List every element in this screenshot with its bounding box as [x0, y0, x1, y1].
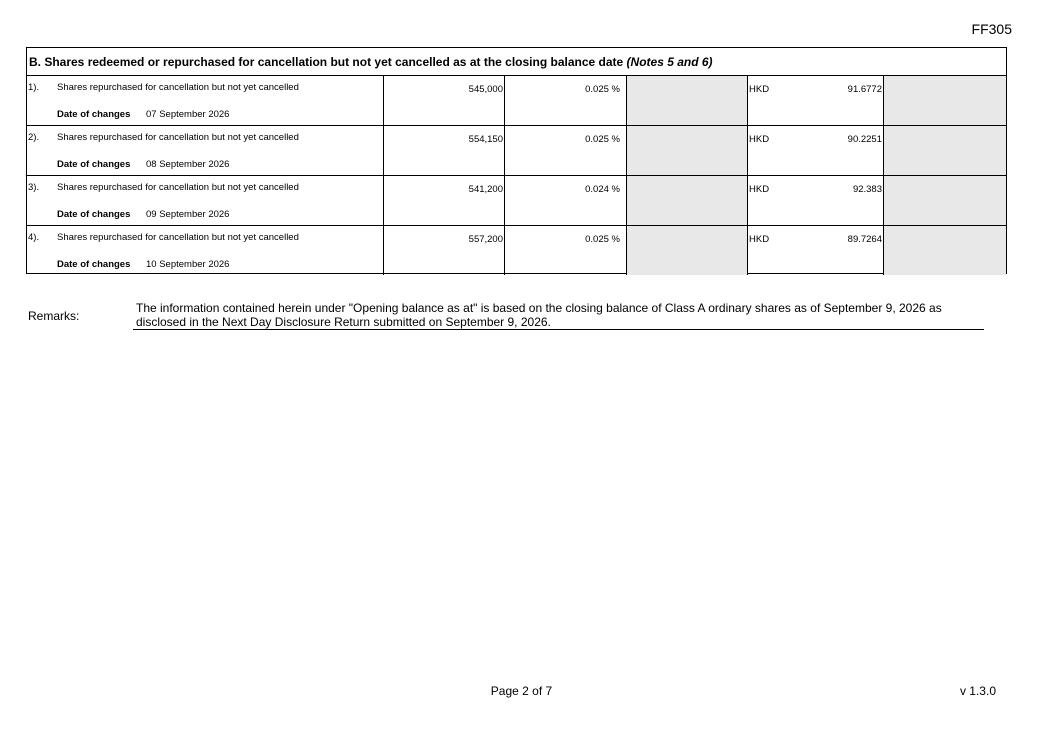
table-row	[27, 176, 1006, 226]
remarks-label: Remarks:	[28, 309, 80, 323]
row-description: Shares repurchased for cancellation but not yet cancelled	[57, 132, 299, 143]
row-percentage: 0.025 %	[505, 126, 627, 175]
section-b-title-text: B. Shares redeemed or repurchased for cancellation but not yet cancelled as at the closing balance date	[29, 55, 624, 69]
row-shaded-cell	[884, 226, 1006, 275]
row-quantity: 557,200	[384, 226, 505, 275]
row-shaded-cell	[884, 126, 1006, 175]
section-b-title	[27, 48, 1006, 76]
row-price: 92.383	[852, 184, 882, 195]
row-shaded-cell	[627, 176, 748, 225]
row-quantity: 541,200	[384, 176, 505, 225]
row-description: Shares repurchased for cancellation but not yet cancelled	[57, 232, 299, 243]
row-percentage: 0.025 %	[505, 76, 627, 125]
row-percentage: 0.024 %	[505, 176, 627, 225]
date-of-changes-label: Date of changes	[57, 259, 131, 270]
row-price-cell	[748, 226, 884, 275]
date-of-changes-value: 09 September 2026	[146, 209, 230, 220]
row-description-cell	[55, 176, 384, 225]
date-of-changes-value: 07 September 2026	[146, 109, 230, 120]
row-currency: HKD	[749, 234, 770, 245]
date-of-changes-label: Date of changes	[57, 109, 131, 120]
row-percentage: 0.025 %	[505, 226, 627, 275]
section-b-notes: (Notes 5 and 6)	[626, 55, 713, 69]
form-code: FF305	[971, 21, 1012, 37]
row-price: 90.2251	[847, 134, 882, 145]
remarks-text: The information contained herein under "Opening balance as at" is based on the closing balance of Class A ordinary shares as of September 9, 2026 as disclosed in the Next Day Disclosure Return submitted on September 9, 2026.	[133, 301, 984, 330]
section-b-table	[26, 47, 1007, 274]
version-label: v 1.3.0	[959, 684, 996, 698]
row-currency: HKD	[749, 84, 770, 95]
row-price-cell	[748, 76, 884, 125]
table-row	[27, 126, 1006, 176]
date-of-changes-label: Date of changes	[57, 209, 131, 220]
row-shaded-cell	[627, 126, 748, 175]
row-quantity: 554,150	[384, 126, 505, 175]
row-price-cell	[748, 126, 884, 175]
row-index: 3).	[28, 182, 40, 193]
row-description: Shares repurchased for cancellation but not yet cancelled	[57, 82, 299, 93]
row-shaded-cell	[884, 76, 1006, 125]
row-shaded-cell	[627, 226, 748, 275]
date-of-changes-value: 08 September 2026	[146, 159, 230, 170]
row-description-cell	[55, 76, 384, 125]
row-price: 91.6772	[847, 84, 882, 95]
row-quantity: 545,000	[384, 76, 505, 125]
date-of-changes-label: Date of changes	[57, 159, 131, 170]
row-price-cell	[748, 176, 884, 225]
row-index: 2).	[28, 132, 40, 143]
table-row	[27, 76, 1006, 126]
row-description: Shares repurchased for cancellation but not yet cancelled	[57, 182, 299, 193]
page-number: Page 2 of 7	[490, 684, 553, 698]
row-index: 1).	[28, 82, 40, 93]
row-description-cell	[55, 226, 384, 275]
row-shaded-cell	[884, 176, 1006, 225]
row-currency: HKD	[749, 184, 770, 195]
row-index: 4).	[28, 232, 40, 243]
row-description-cell	[55, 126, 384, 175]
table-row	[27, 226, 1006, 275]
row-shaded-cell	[627, 76, 748, 125]
row-price: 89.7264	[847, 234, 882, 245]
row-currency: HKD	[749, 134, 770, 145]
date-of-changes-value: 10 September 2026	[146, 259, 230, 270]
